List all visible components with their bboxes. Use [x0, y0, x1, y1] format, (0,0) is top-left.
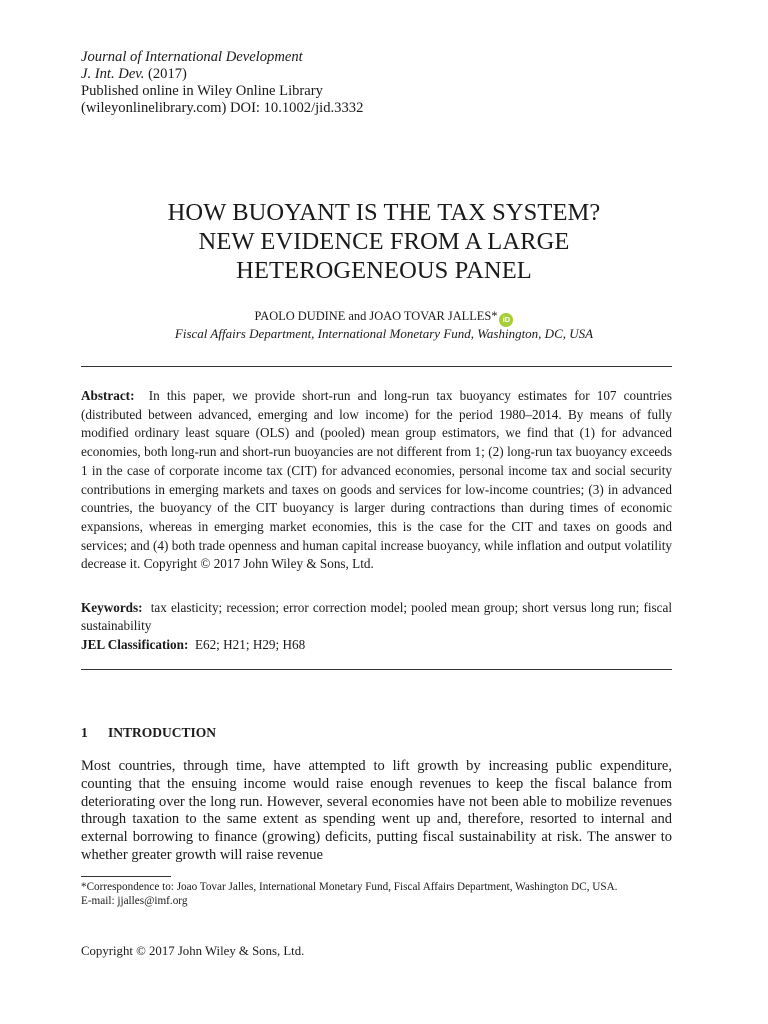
journal-doi[interactable]: (wileyonlinelibrary.com) DOI: 10.1002/jid.3332	[81, 100, 364, 116]
section-title: INTRODUCTION	[108, 725, 217, 740]
title-line-3: HETEROGENEOUS PANEL	[236, 257, 532, 284]
section-number: 1	[81, 725, 88, 740]
orcid-icon[interactable]: iD	[499, 313, 513, 327]
journal-published: Published online in Wiley Online Library	[81, 83, 323, 99]
jel-classification	[81, 636, 672, 654]
section-heading	[81, 724, 216, 741]
divider-bottom	[81, 669, 672, 670]
keywords-text: tax elasticity; recession; error correction model; pooled mean group; short versus long run; fiscal sustainability	[81, 600, 673, 633]
keywords-label: Keywords:	[81, 600, 143, 615]
footnote-divider	[81, 876, 171, 877]
title-line-1: HOW BUOYANT IS THE TAX SYSTEM?	[167, 199, 601, 226]
paper-title	[0, 198, 768, 285]
journal-header	[81, 49, 681, 117]
footnote-email[interactable]: E-mail: jjalles@imf.org	[81, 894, 188, 907]
title-line-2: NEW EVIDENCE FROM A LARGE	[198, 228, 570, 255]
abstract-text: In this paper, we provide short-run and long-run tax buoyancy estimates for 107 countries (distributed between advanced, emerging and low income) for the period 1980–2014. By means of fully modified ordinary least square (OLS) and (pooled) mean group estimators, we find that (1) for advanced economies, both long-run and short-run buoyancies are not different from 1; (2) long-run tax buoyancy exceeds 1 in the case of corporate income tax (CIT) for advanced economies, personal income tax and social security contributions in emerging markets and taxes on goods and services for low-income countries; (3) in advanced countries, the buoyancy of the CIT buoyancy is larger during contractions than during times of economic expansions, whereas in emerging market economies, this is the case for the CIT and taxes on goods and services; and (4) both trade openness and human capital increase buoyancy, while inflation and output volatility decrease it. Copyright © 2017 John Wiley & Sons, Ltd.	[81, 388, 673, 572]
footnote-correspondence: *Correspondence to: Joao Tovar Jalles, International Monetary Fund, Fiscal Affairs Department, Washington DC, USA.	[81, 881, 618, 893]
journal-year: (2017)	[148, 66, 187, 82]
intro-paragraph: Most countries, through time, have attempted to lift growth by increasing public expenditure, counting that the ensuing income would raise enough revenues to keep the fiscal balance from deteriorating over the long run. However, several economies have not been able to mobilize revenues through taxation to the same extent as spending went up and, therefore, resorted to internal and external borrowing to finance (growing) deficits, putting fiscal sustainability at risk. The answer to whether greater growth will raise revenue	[81, 758, 672, 863]
copyright-notice: Copyright © 2017 John Wiley & Sons, Ltd.	[81, 944, 305, 958]
divider-top	[81, 366, 672, 367]
journal-citation	[81, 66, 681, 83]
author-names: PAOLO DUDINE and JOAO TOVAR JALLES*	[254, 309, 498, 323]
journal-name: Journal of International Development	[81, 49, 303, 65]
jel-label: JEL Classification:	[81, 637, 189, 652]
jel-codes: E62; H21; H29; H68	[194, 637, 306, 652]
abstract	[81, 387, 672, 574]
affiliation: Fiscal Affairs Department, International Monetary Fund, Washington, DC, USA	[174, 326, 594, 341]
journal-abbrev: J. Int. Dev.	[81, 66, 145, 82]
author-line	[0, 308, 768, 327]
abstract-label: Abstract:	[81, 388, 135, 403]
footnote	[81, 881, 672, 908]
keywords	[81, 599, 672, 635]
